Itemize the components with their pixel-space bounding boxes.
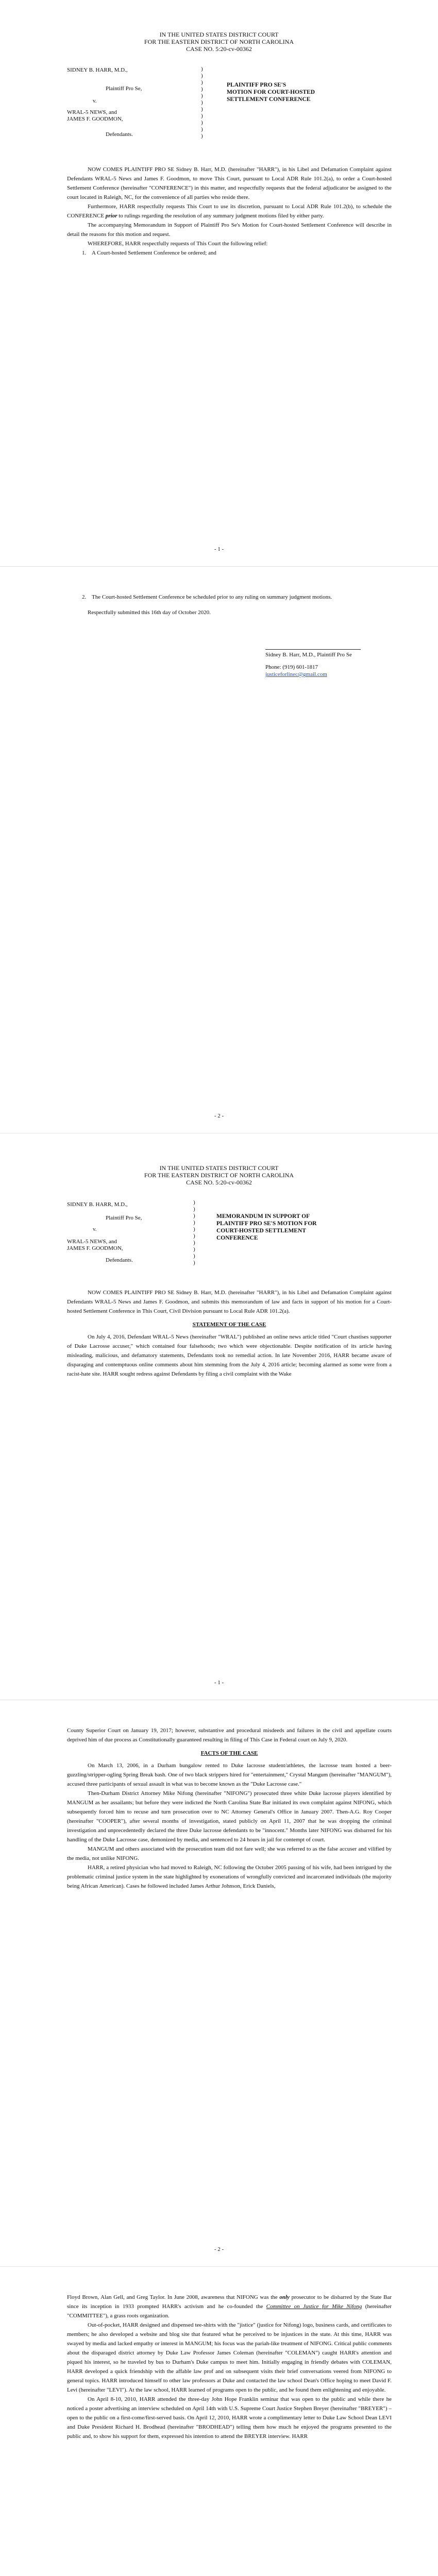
paragraph: Then-Durham District Attorney Mike Nifong (hereinafter "NIFONG") prosecuted three white Duke lacrosse players identified by MANGUM as her assailants; but before they were indicted the North Carolina State Bar initiated its own complaint against NIFONG, which subsequently forced him to recuse and turn prosecution over to NC Attorney General's Office in January 2007. Then-A.G. Roy Cooper (hereinafter "COOPER"), after several months of investigation, stated publicly on April 11, 2007 that he was dropping the criminal investigation and unprecedentedly declared the three Duke lacrosse defendants to be "innocent." Months later NIFONG was disbarred for his handling of the Duke Lacrosse case, demonized by media, and sentenced to 24 hours in jail for contempt of court. [67, 1790, 392, 1843]
submitted-date: Respectfully submitted this 16th day of October 2020. [88, 609, 211, 616]
signature-block [265, 649, 361, 678]
defendant-1: WRAL-5 NEWS, and [67, 1239, 117, 1245]
defendant-2: JAMES F. GOODMON, [67, 116, 123, 122]
court-district: FOR THE EASTERN DISTRICT OF NORTH CAROLINA [144, 1172, 294, 1179]
page-number: - 1 - [214, 1680, 224, 1686]
paragraph: HARR, a retired physician who had moved to Raleigh, NC following the October 2005 passing of his wife, had been intrigued by the problematic criminal justice system in the state highlighted by exonerations of wrongfully convicted and incarcerated individuals (the majority being African American). Cases he followed included James Arthur Johnson, Erick Daniels, [67, 1865, 392, 1889]
defendant-1: WRAL-5 NEWS, and [67, 109, 117, 115]
caption-bracket: ) ) ) ) ) ) ) ) ) ) [193, 1199, 195, 1266]
court-name: IN THE UNITED STATES DISTRICT COURT [159, 1164, 279, 1172]
memorandum-body [67, 1288, 392, 1379]
relief-list [67, 248, 392, 258]
paragraph: County Superior Court on January 19, 2017; however, substantive and procedural misdeeds and failures in the civil and appellate courts deprived him of due process as Constitutionally guaranteed resulting in filing of This Case in Federal court on July 9, 2020. [67, 1727, 392, 1743]
paragraph: Floyd Brown, Alan Gell, and Greg Taylor. In June 2008, awareness that NIFONG was the only prosecutor to be disbarred by the State Bar since its inception in 1933 prompted HARR's activism and he co-founded the Committee on Justice for Mike Nifong (hereinafter "COMMITTEE"), a grass roots organization. [67, 2294, 392, 2319]
document-page-4 [0, 1700, 438, 2267]
memorandum-body-continued [67, 2293, 392, 2441]
motion-body-continued [67, 592, 392, 617]
court-district: FOR THE EASTERN DISTRICT OF NORTH CAROLINA [144, 38, 294, 45]
caption-bracket: ) ) ) ) ) ) ) ) ) ) ) [201, 66, 203, 139]
paragraph: On July 4, 2016, Defendant WRAL-5 News (hereinafter "WRAL") published an online news article titled "Court chastises supporter of Duke Lacrosse accuser," which contained four falsehoods; two which were objectionable. Despite notification of its article having misleading, malicious, and defamatory statements, Defendants took no remedial action. In late November 2016, HARR became aware of disparaging and contemptuous online comments about him stemming from the July 4, 2016 article; becoming alarmed as some were from a racist-hate site. HARR sought redress against Defendants by filing a civil complaint with the Wake [67, 1334, 392, 1377]
document-page-1: IN THE UNITED STATES DISTRICT COURT FOR THE EASTERN DISTRICT OF NORTH CAROLINA CASE NO. 5:20-cv-00362 SIDNEY B. HARR, M.D., Plaintiff Pro Se, v. WRAL-5 NEWS, and JAMES F. GOODMON, Defendants. ) ) ) ) ) ) ) ) ) ) ) PLAINTIFF PRO SE'S MOTION FOR COURT-HOSTED SETTLEMENT CONFERENCE NOW COMES PLAINTIFF PRO SE Sidney B. Harr, M.D. (hereinafter "HARR"), in his Libel and Defamation Complaint against Defendants WRAL-5 News and James F. Goodmon, to move This Court, pursuant to Local ADR Rule 101.2(a), to order a Court-hosted Settlement Conference (hereinafter "CONFERENCE") in this matter, and respectfully requests that the federal adjudicator be assigned to the court located in Raleigh, NC, for the convenience of all parties who reside there. Furthermore, HARR respectfully requests This Court to use its discretion, pursuant to Local ADR Rule 101.2(b), to schedule the CONFERENCE prior to rulings regarding the resolution of any summary judgment motions filed by either party. The accompanying Memorandum in Support of Plaintiff Pro Se's Motion for Court-hosted Settlement Conference will describe in detail the reasons for this motion and request. WHEREFORE, HARR respectfully requests of This Court the following relief: 1. A Court-hosted Settlement Conference be ordered; and - 1 - [0, 0, 438, 567]
paragraph: WHEREFORE, HARR respectfully requests of This Court the following relief: [88, 241, 268, 247]
paragraph: On March 13, 2006, in a Durham bungalow rented to Duke lacrosse student/athletes, the lacrosse team hosted a beer-guzzling/stripper-ogling Spring Break bash. One of two black strippers hired for "entertainment," Crystal Mangum (hereinafter "MANGUM"), accused three participants of sexual assault in what was to become known as the "Duke Lacrosse case." [67, 1762, 392, 1787]
versus: v. [93, 1226, 97, 1232]
page-number: - 2 - [214, 2246, 224, 2252]
memorandum-body-continued [67, 1726, 392, 1891]
paragraph: MANGUM and others associated with the prosecution team did not fare well; she was referred to as the false accuser and vilified by the media, not unlike NIFONG. [67, 1846, 392, 1861]
defendant-role: Defendants. [106, 131, 133, 138]
signature-line [265, 649, 361, 650]
case-number: CASE NO. 5:20-cv-00362 [186, 45, 252, 53]
signer-email-link[interactable]: justiceforlinec@gmail.com [265, 671, 327, 677]
list-item: 2. The Court-hosted Settlement Conference be scheduled prior to any ruling on summary judgment motions. [88, 592, 392, 602]
versus: v. [93, 98, 97, 104]
defendant-role: Defendants. [106, 1257, 133, 1263]
signer-name: Sidney B. Harr, M.D., Plaintiff Pro Se [265, 652, 352, 658]
page-number: - 1 - [214, 546, 224, 552]
paragraph: Furthermore, HARR respectfully requests This Court to use its discretion, pursuant to Local ADR Rule 101.2(b), to schedule the CONFERENCE prior to rulings regarding the resolution of any summary judgment motions filed by either party. [67, 204, 392, 219]
relief-list [67, 592, 392, 602]
court-header [0, 1164, 438, 1186]
paragraph: The accompanying Memorandum in Support of Plaintiff Pro Se's Motion for Court-hosted Settlement Conference will describe in detail the reasons for this motion and request. [67, 222, 392, 238]
document-page-5 [0, 2267, 438, 2576]
case-number: CASE NO. 5:20-cv-00362 [186, 1179, 252, 1186]
plaintiff-role: Plaintiff Pro Se, [106, 1215, 142, 1221]
paragraph: NOW COMES PLAINTIFF PRO SE Sidney B. Harr, M.D. (hereinafter "HARR"), in his Libel and Defamation Complaint against Defendants WRAL-5 News and James F. Goodmon, to move This Court, pursuant to Local ADR Rule 101.2(a), to order a Court-hosted Settlement Conference (hereinafter "CONFERENCE") in this matter, and respectfully requests that the federal adjudicator be assigned to the court located in Raleigh, NC, for the convenience of all parties who reside there. [67, 166, 392, 200]
paragraph: NOW COMES PLAINTIFF PRO SE Sidney B. Harr, M.D. (hereinafter "HARR"), in his Libel and Defamation Complaint against Defendants WRAL-5 News and James F. Goodmon, and submits this memorandum of law and facts in support of his motion for a Court-hosted Settlement Conference in This Court, Civil Division pursuant to Local Rule ADR 101.2(a). [67, 1290, 392, 1314]
list-item: 1. A Court-hosted Settlement Conference be ordered; and [88, 248, 392, 258]
page-number: - 2 - [214, 1113, 224, 1119]
defendant-2: JAMES F. GOODMON, [67, 1245, 123, 1251]
section-heading: FACTS OF THE CASE [200, 1750, 258, 1756]
plaintiff-role: Plaintiff Pro Se, [106, 86, 142, 92]
motion-body [67, 165, 392, 258]
paragraph: On April 8-10, 2010, HARR attended the three-day John Hope Franklin seminar that was open to the public and while there he noticed a poster advertising an interview scheduled on April 14th with U.S. Supreme Court Justice Stephen Breyer (hereinafter "BREYER") – open to the public on a first-come/first-served basis. On April 12, 2010, HARR wrote a complimentary letter to Duke Law School Dean LEVI and Duke President Richard H. Brodhead (hereinafter "BRODHEAD") telling them how much he enjoyed the programs presented to the public and, to show his support for them, expressed his intention to attend the BREYER interview. HARR [67, 2396, 392, 2439]
signer-phone: Phone: (919) 601-1817 [265, 664, 318, 670]
plaintiff-name: SIDNEY B. HARR, M.D., [67, 1201, 128, 1208]
paragraph: Out-of-pocket, HARR designed and dispensed tee-shirts with the "jistice" (justice for Nifong) logo, business cards, and certificates to members; he also developed a website and blog site that featured what he perceived to be injustices in the state. At this time, HARR was swayed by media and lacked empathy or interest in MANGUM; his focus was the pariah-like treatment of NIFONG. Critical public comments about the disparaged district attorney by Duke Law Professor James Coleman (hereinafter "COLEMAN") caught HARR's attention and piqued his interest, so he traveled by bus to Durham's Duke campus to meet him. Initially engaging in friendly debates with COLEMAN, HARR developed a quick friendship with the affable law prof and on subsequent visits their brief conversations veered from NIFONG to general topics. HARR introduced himself to other law professors at Duke and contacted the law school Dean's Office hoping to meet David F. Levi (hereinafter "LEVI"). At the law school, HARR learned of programs open to the public, and he found them enlightening and enjoyable. [67, 2322, 392, 2393]
document-page-3: IN THE UNITED STATES DISTRICT COURT FOR THE EASTERN DISTRICT OF NORTH CAROLINA CASE NO. 5:20-cv-00362 SIDNEY B. HARR, M.D., Plaintiff Pro Se, v. WRAL-5 NEWS, and JAMES F. GOODMON, Defendants. ) ) ) ) ) ) ) ) ) ) MEMORANDUM IN SUPPORT OF PLAINTIFF PRO SE'S MOTION FOR COURT-HOSTED SETTLEMENT CONFERENCE NOW COMES PLAINTIFF PRO SE Sidney B. Harr, M.D. (hereinafter "HARR"), in his Libel and Defamation Complaint against Defendants WRAL-5 News and James F. Goodmon, and submits this memorandum of law and facts in support of his motion for a Court-hosted Settlement Conference in This Court, Civil Division pursuant to Local Rule ADR 101.2(a). STATEMENT OF THE CASE On July 4, 2016, Defendant WRAL-5 News (hereinafter "WRAL") published an online news article titled "Court chastises supporter of Duke Lacrosse accuser," which contained four falsehoods; two which were objectionable. Despite notification of its article having misleading, malicious, and defamatory statements, Defendants took no remedial action. In late November 2016, HARR became aware of disparaging and contemptuous online comments about him stemming from the July 4, 2016 article; becoming alarmed as some were from a racist-hate site. HARR sought redress against Defendants by filing a civil complaint with the Wake - 1 - [0, 1133, 438, 1700]
court-name: IN THE UNITED STATES DISTRICT COURT [159, 31, 279, 38]
court-header [0, 31, 438, 53]
document-page-2 [0, 567, 438, 1133]
plaintiff-name: SIDNEY B. HARR, M.D., [67, 67, 128, 73]
section-heading: STATEMENT OF THE CASE [192, 1321, 266, 1328]
